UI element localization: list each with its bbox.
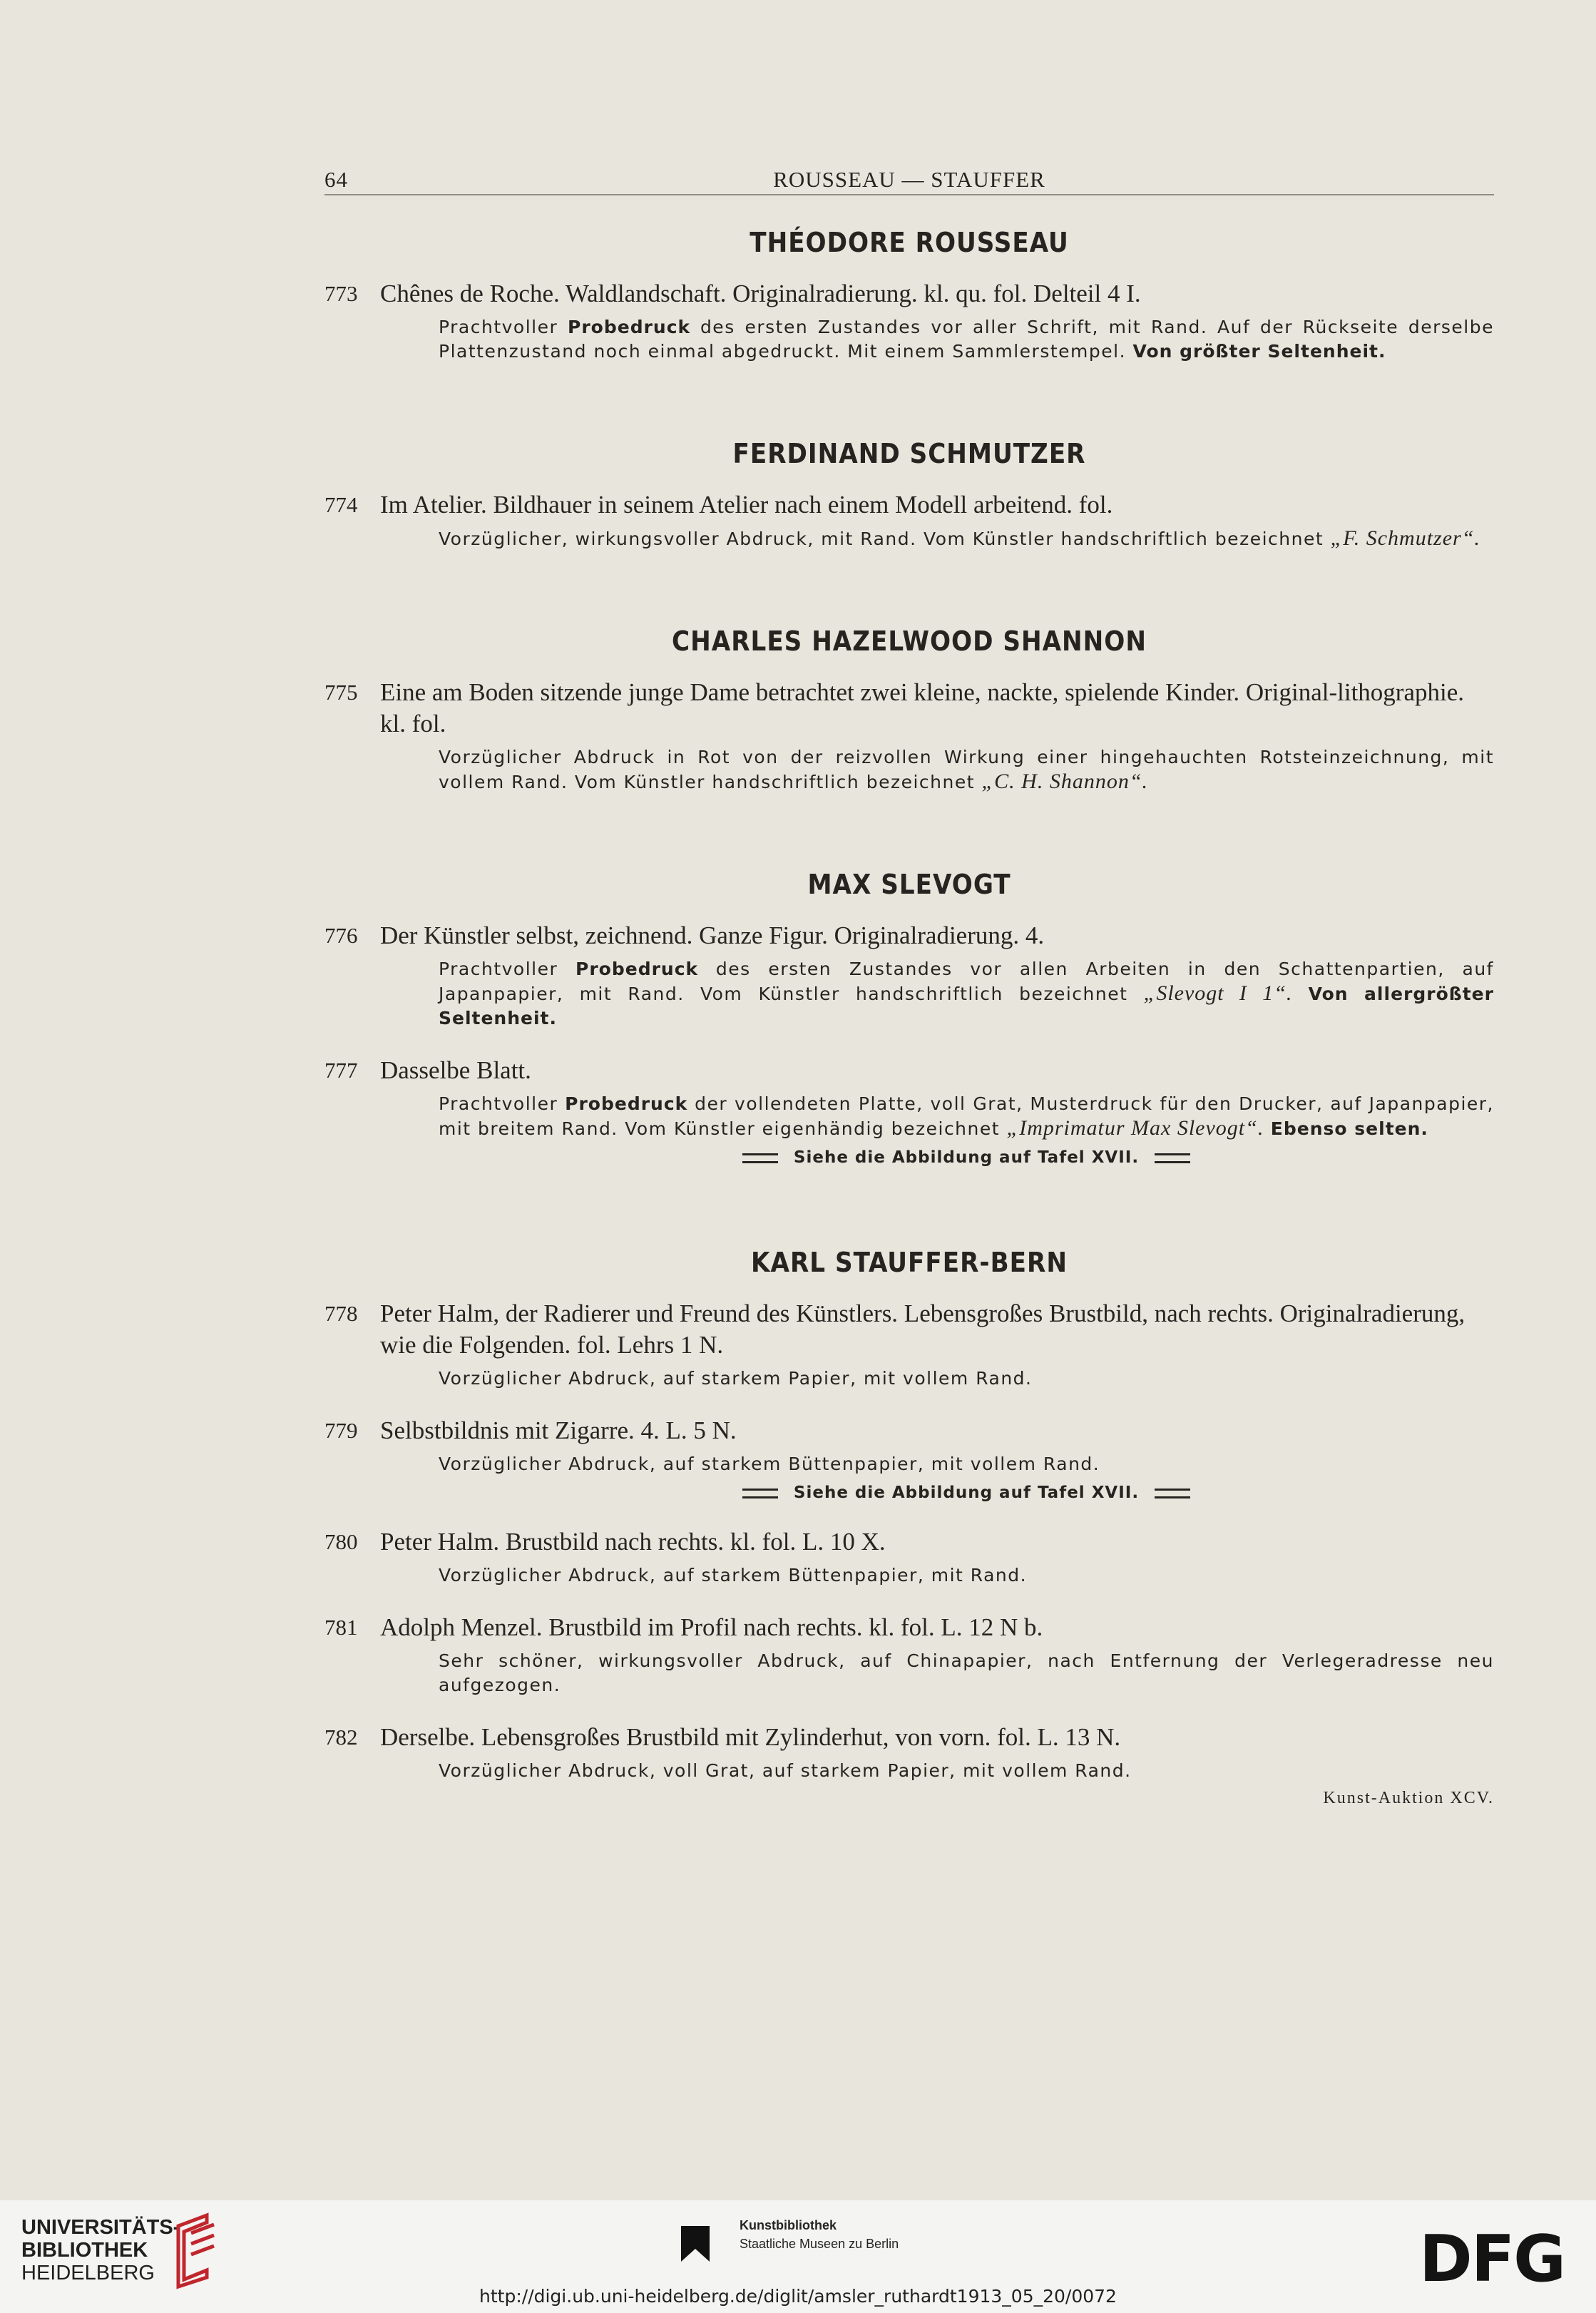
entry-description: Vorzüglicher Abdruck, auf starkem Büttenpapier, mit vollem Rand. xyxy=(439,1454,1100,1474)
catalog-entry xyxy=(324,1526,1494,1588)
desc-text: Vorzüglicher, wirkungsvoller Abdruck, mit Rand. Vom Künstler handschriftlich bezeichnet xyxy=(439,529,1324,549)
entry-title-text: Der Künstler selbst, zeichnend. Ganze Figur. Originalradierung. 4. xyxy=(380,921,1045,949)
lot-number: 774 xyxy=(324,492,358,517)
catalog-entry xyxy=(324,920,1494,1031)
catalog-entry xyxy=(324,1612,1494,1697)
entry-title-text: Derselbe. Lebensgroßes Brustbild mit Zylinderhut, von vorn. fol. L. 13 N. xyxy=(380,1723,1121,1751)
permalink-url[interactable]: http://digi.ub.uni-heidelberg.de/diglit/amsler_ruthardt1913_05_20/0072 xyxy=(479,2286,1117,2307)
desc-emphasis: Von größter Seltenheit. xyxy=(1132,341,1386,362)
catalog-entry xyxy=(324,278,1494,364)
lot-number: 775 xyxy=(324,680,358,705)
entry-description: Sehr schöner, wirkungsvoller Abdruck, auf Chinapapier, nach Entfernung der Verlegeradresse neu aufgezogen. xyxy=(439,1650,1494,1695)
entry-title xyxy=(324,920,1494,951)
double-rule-icon xyxy=(1155,1153,1190,1163)
desc-text: Prachtvoller xyxy=(439,959,558,979)
dfg-logo[interactable]: DFG xyxy=(1419,2222,1565,2297)
desc-emphasis: Probedruck xyxy=(568,317,691,337)
desc-emphasis: Probedruck xyxy=(565,1093,688,1114)
artist-heading: KARL STAUFFER-BERN xyxy=(751,1247,1068,1278)
entry-title xyxy=(324,1526,1494,1558)
page-number: 64 xyxy=(324,167,348,192)
entry-description xyxy=(439,1092,1494,1141)
auction-signature: Kunst-Auktion XCV. xyxy=(1323,1789,1494,1807)
desc-signature: „F. Schmutzer“. xyxy=(1330,526,1480,550)
double-rule-icon xyxy=(742,1153,778,1163)
catalog-entry xyxy=(324,1298,1494,1391)
entry-description xyxy=(439,957,1494,1031)
entry-title xyxy=(324,1612,1494,1643)
catalog-entry xyxy=(324,1722,1494,1783)
catalog-entry xyxy=(324,677,1494,795)
lot-number: 776 xyxy=(324,923,358,948)
desc-text: des ersten Zustandes vor allen Arbeiten in den Schattenpartien, auf Japanpapier, mit Rand. Vom Künstler handschriftlich bezeichnet xyxy=(439,959,1494,1004)
lot-number: 778 xyxy=(324,1301,358,1326)
plate-reference-note xyxy=(439,1148,1494,1167)
desc-text: Prachtvoller xyxy=(439,317,558,337)
entry-title-text: Selbstbildnis mit Zigarre. 4. L. 5 N. xyxy=(380,1416,737,1444)
kunstbibliothek-text xyxy=(740,2216,899,2253)
entry-title-text: Peter Halm. Brustbild nach rechts. kl. fol. L. 10 X. xyxy=(380,1528,886,1556)
kunstbibliothek-mark-icon xyxy=(681,2226,710,2262)
entry-description xyxy=(439,315,1494,364)
ub-heidelberg-logo[interactable] xyxy=(21,2216,180,2284)
entry-title-text: Chênes de Roche. Waldlandschaft. Originalradierung. kl. qu. fol. Delteil 4 I. xyxy=(380,280,1141,307)
entry-description: Vorzüglicher Abdruck, voll Grat, auf starkem Papier, mit vollem Rand. xyxy=(439,1760,1132,1781)
desc-text: der vollendeten Platte, voll Grat, Musterdruck für den Drucker, auf Japanpapier, mit breitem Rand. Vom Künstler eigenhändig bezeichnet xyxy=(439,1093,1494,1139)
entry-description xyxy=(439,745,1494,795)
ub-logo-line: UNIVERSITÄTS- xyxy=(21,2216,180,2239)
ub-heidelberg-mark-icon xyxy=(164,2212,221,2290)
plate-reference-text: Siehe die Abbildung auf Tafel XVII. xyxy=(793,1148,1140,1167)
desc-text: Prachtvoller xyxy=(439,1093,558,1114)
artist-heading: THÉODORE ROUSSEAU xyxy=(750,227,1069,258)
desc-emphasis: Probedruck xyxy=(576,959,699,979)
lot-number: 779 xyxy=(324,1418,358,1443)
entry-title-text: Im Atelier. Bildhauer in seinem Atelier nach einem Modell arbeitend. fol. xyxy=(380,491,1113,519)
artist-heading: MAX SLEVOGT xyxy=(807,869,1011,900)
artist-heading: FERDINAND SCHMUTZER xyxy=(732,438,1086,469)
lot-number: 773 xyxy=(324,281,358,306)
lot-number: 782 xyxy=(324,1725,358,1750)
desc-text: des ersten Zustandes vor aller Schrift, mit Rand. Auf der Rückseite derselbe Plattenzustand noch einmal abgedruckt. Mit einem Sammlerstempel. xyxy=(439,317,1494,362)
desc-signature: „C. H. Shannon“. xyxy=(981,770,1149,793)
ub-logo-line: BIBLIOTHEK xyxy=(21,2239,148,2262)
lot-number: 777 xyxy=(324,1058,358,1083)
entry-description: Vorzüglicher Abdruck, auf starkem Büttenpapier, mit Rand. xyxy=(439,1565,1028,1586)
entry-title-text: Dasselbe Blatt. xyxy=(380,1056,531,1084)
entry-title-text: Eine am Boden sitzende junge Dame betrachtet zwei kleine, nackte, spielende Kinder. Original-lithographie. kl. fol. xyxy=(380,678,1465,737)
entry-title-text: Peter Halm, der Radierer und Freund des Künstlers. Lebensgroßes Brustbild, nach rechts. Originalradierung, wie die Folgenden. fol. Lehrs 1 N. xyxy=(380,1300,1465,1359)
entry-title xyxy=(324,1415,1494,1446)
running-head xyxy=(324,158,1494,195)
desc-text: Vorzüglicher Abdruck in Rot von der reizvollen Wirkung einer hingehauchten Rotsteinzeichnung, mit vollem Rand. Vom Künstler handschriftlich bezeichnet xyxy=(439,747,1494,792)
kunstbibliothek-subtitle: Staatliche Museen zu Berlin xyxy=(740,2237,899,2251)
double-rule-icon xyxy=(1155,1489,1190,1498)
plate-reference-note xyxy=(439,1484,1494,1502)
catalog-entry xyxy=(324,489,1494,551)
running-title: ROUSSEAU — STAUFFER xyxy=(773,167,1045,192)
double-rule-icon xyxy=(742,1489,778,1498)
catalog-entry xyxy=(324,1415,1494,1502)
page-content xyxy=(324,158,1494,1808)
lot-number: 780 xyxy=(324,1529,358,1554)
desc-emphasis: Ebenso selten. xyxy=(1270,1118,1428,1139)
catalog-entry xyxy=(324,1055,1494,1167)
viewer-footer xyxy=(0,2200,1596,2313)
lot-number: 781 xyxy=(324,1615,358,1640)
entry-title xyxy=(324,489,1494,521)
entry-title xyxy=(324,278,1494,310)
ub-logo-line: HEIDELBERG xyxy=(21,2262,155,2284)
entry-title xyxy=(324,1722,1494,1753)
entry-description xyxy=(439,526,1494,551)
entry-description: Vorzüglicher Abdruck, auf starkem Papier, mit vollem Rand. xyxy=(439,1368,1033,1389)
entry-title xyxy=(324,677,1494,740)
desc-signature: „Slevogt I 1“. xyxy=(1143,981,1293,1005)
entry-title xyxy=(324,1298,1494,1361)
desc-emphasis: Von allergrößter Seltenheit. xyxy=(439,984,1494,1028)
desc-signature: „Imprimatur Max Slevogt“. xyxy=(1006,1116,1264,1140)
plate-reference-text: Siehe die Abbildung auf Tafel XVII. xyxy=(793,1484,1140,1502)
entry-title-text: Adolph Menzel. Brustbild im Profil nach rechts. kl. fol. L. 12 N b. xyxy=(380,1613,1043,1641)
entry-title xyxy=(324,1055,1494,1086)
artist-heading: CHARLES HAZELWOOD SHANNON xyxy=(672,626,1147,657)
kunstbibliothek-name: Kunstbibliothek xyxy=(740,2218,837,2232)
